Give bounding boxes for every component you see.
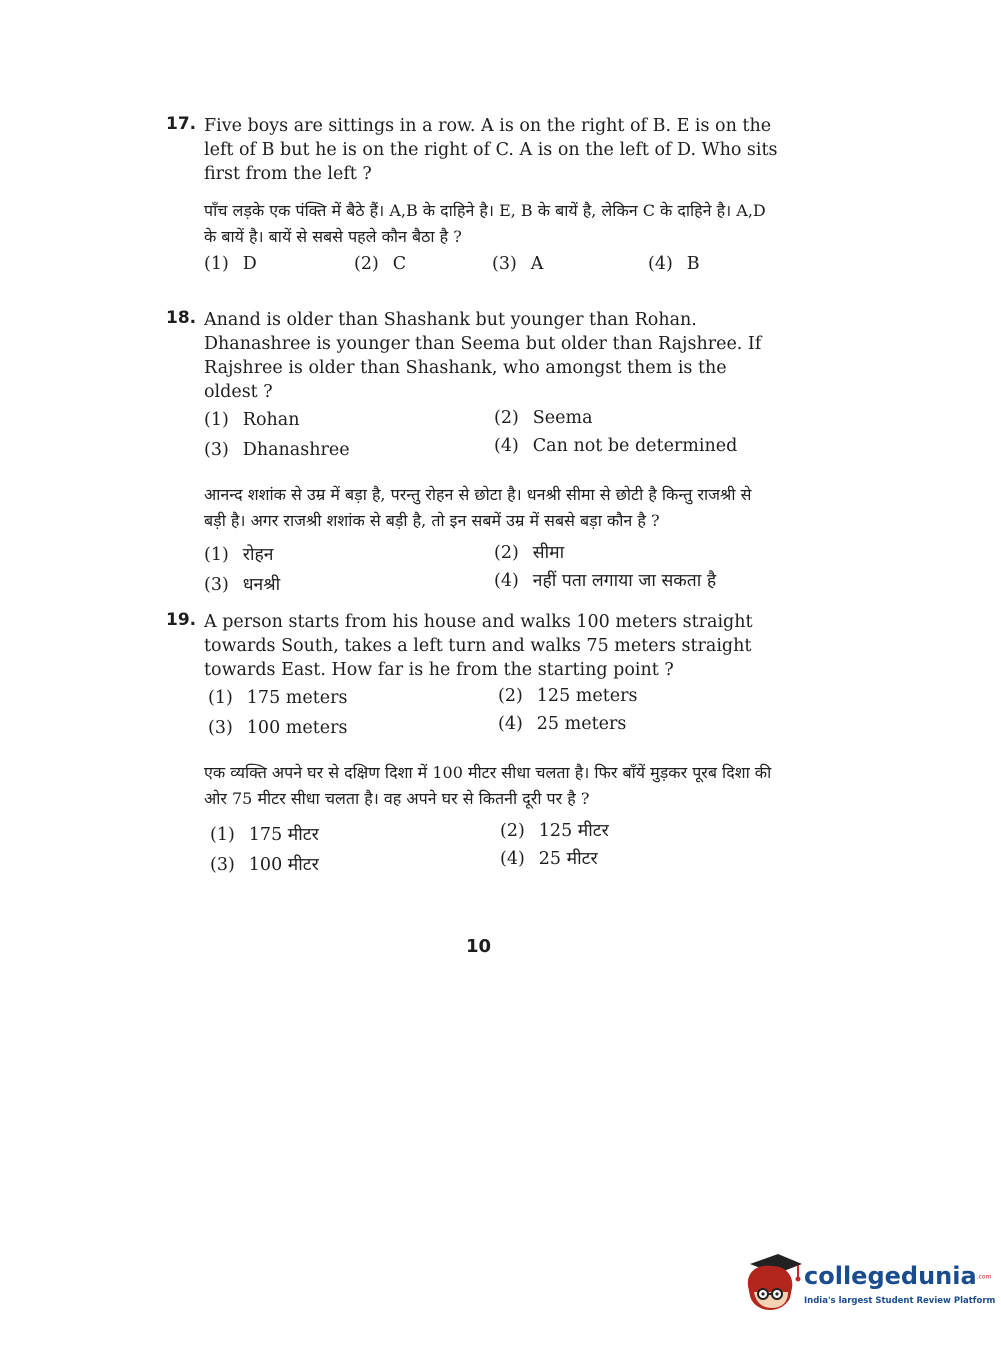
option-3: (3) 100 meters	[208, 718, 348, 738]
option-3: (3) A	[492, 254, 544, 274]
question-17	[166, 114, 778, 282]
hindi-options	[204, 540, 778, 602]
question-18	[166, 308, 778, 602]
options	[204, 686, 778, 748]
options	[204, 252, 778, 282]
hindi-option-1: (1) रोहन	[204, 545, 274, 565]
hindi-option-3: (3) 100 मीटर	[210, 855, 319, 875]
hindi-option-2: (2) सीमा	[494, 543, 565, 563]
hindi-option-2: (2) 125 मीटर	[500, 821, 609, 841]
mascot-icon	[742, 1252, 802, 1314]
option-1: (1) Rohan	[204, 410, 300, 430]
question-text: Anand is older than Shashank but younger than Rohan. Dhanashree is younger than Seema but older than Rajshree. If Rajshree is older than Shashank, who amongst them is the oldest ?	[204, 310, 762, 402]
option-4: (4) 25 meters	[498, 714, 627, 734]
logo-wordmark: collegedunia.com	[804, 1262, 992, 1290]
question-text: A person starts from his house and walks 100 meters straight towards South, takes a left turn and walks 75 meters straight towards East. How far is he from the starting point ?	[204, 612, 753, 680]
question-text-hindi: पाँच लड़के एक पंक्ति में बैठे हैं। A,B के दाहिने है। E, B के बायें है, लेकिन C के दाहिने है। A,D के बायें है। बायें से सबसे पहले कौन बैठा है ?	[204, 201, 766, 246]
question-19	[166, 610, 778, 880]
option-2: (2) 125 meters	[498, 686, 638, 706]
question-text-hindi: एक व्यक्ति अपने घर से दक्षिण दिशा में 100 मीटर सीधा चलता है। फिर बाँयें मुड़कर पूरब दिशा की ओर 75 मीटर सीधा चलता है। वह अपने घर से कितनी दूरी पर है ?	[204, 763, 772, 808]
question-text: Five boys are sittings in a row. A is on the right of B. E is on the left of B but he is on the right of C. A is on the left of D. Who sits first from the left ?	[204, 116, 778, 184]
option-2: (2) Seema	[494, 408, 593, 428]
question-text-hindi: आनन्द शशांक से उम्र में बड़ा है, परन्तु रोहन से छोटा है। धनश्री सीमा से छोटी है किन्तु राजश्री से बड़ी है। अगर राजश्री शशांक से बड़ी है, तो इन सबमें उम्र में सबसे बड़ा कौन है ?	[204, 485, 752, 530]
option-2: (2) C	[354, 254, 407, 274]
options	[204, 408, 778, 470]
collegedunia-logo[interactable]	[742, 1252, 996, 1314]
question-number: 18.	[166, 308, 197, 328]
question-number: 19.	[166, 610, 197, 630]
option-3: (3) Dhanashree	[204, 440, 350, 460]
option-1: (1) D	[204, 254, 257, 274]
hindi-option-4: (4) नहीं पता लगाया जा सकता है	[494, 571, 717, 591]
option-4: (4) Can not be determined	[494, 436, 738, 456]
hindi-option-4: (4) 25 मीटर	[500, 849, 598, 869]
logo-suffix: .com	[976, 1273, 992, 1281]
page-number: 10	[466, 936, 492, 957]
hindi-option-3: (3) धनश्री	[204, 575, 281, 595]
hindi-options	[204, 818, 778, 880]
logo-tagline: India's largest Student Review Platform	[804, 1296, 996, 1306]
hindi-option-1: (1) 175 मीटर	[210, 825, 319, 845]
question-number: 17.	[166, 114, 197, 134]
option-4: (4) B	[648, 254, 700, 274]
option-1: (1) 175 meters	[208, 688, 348, 708]
